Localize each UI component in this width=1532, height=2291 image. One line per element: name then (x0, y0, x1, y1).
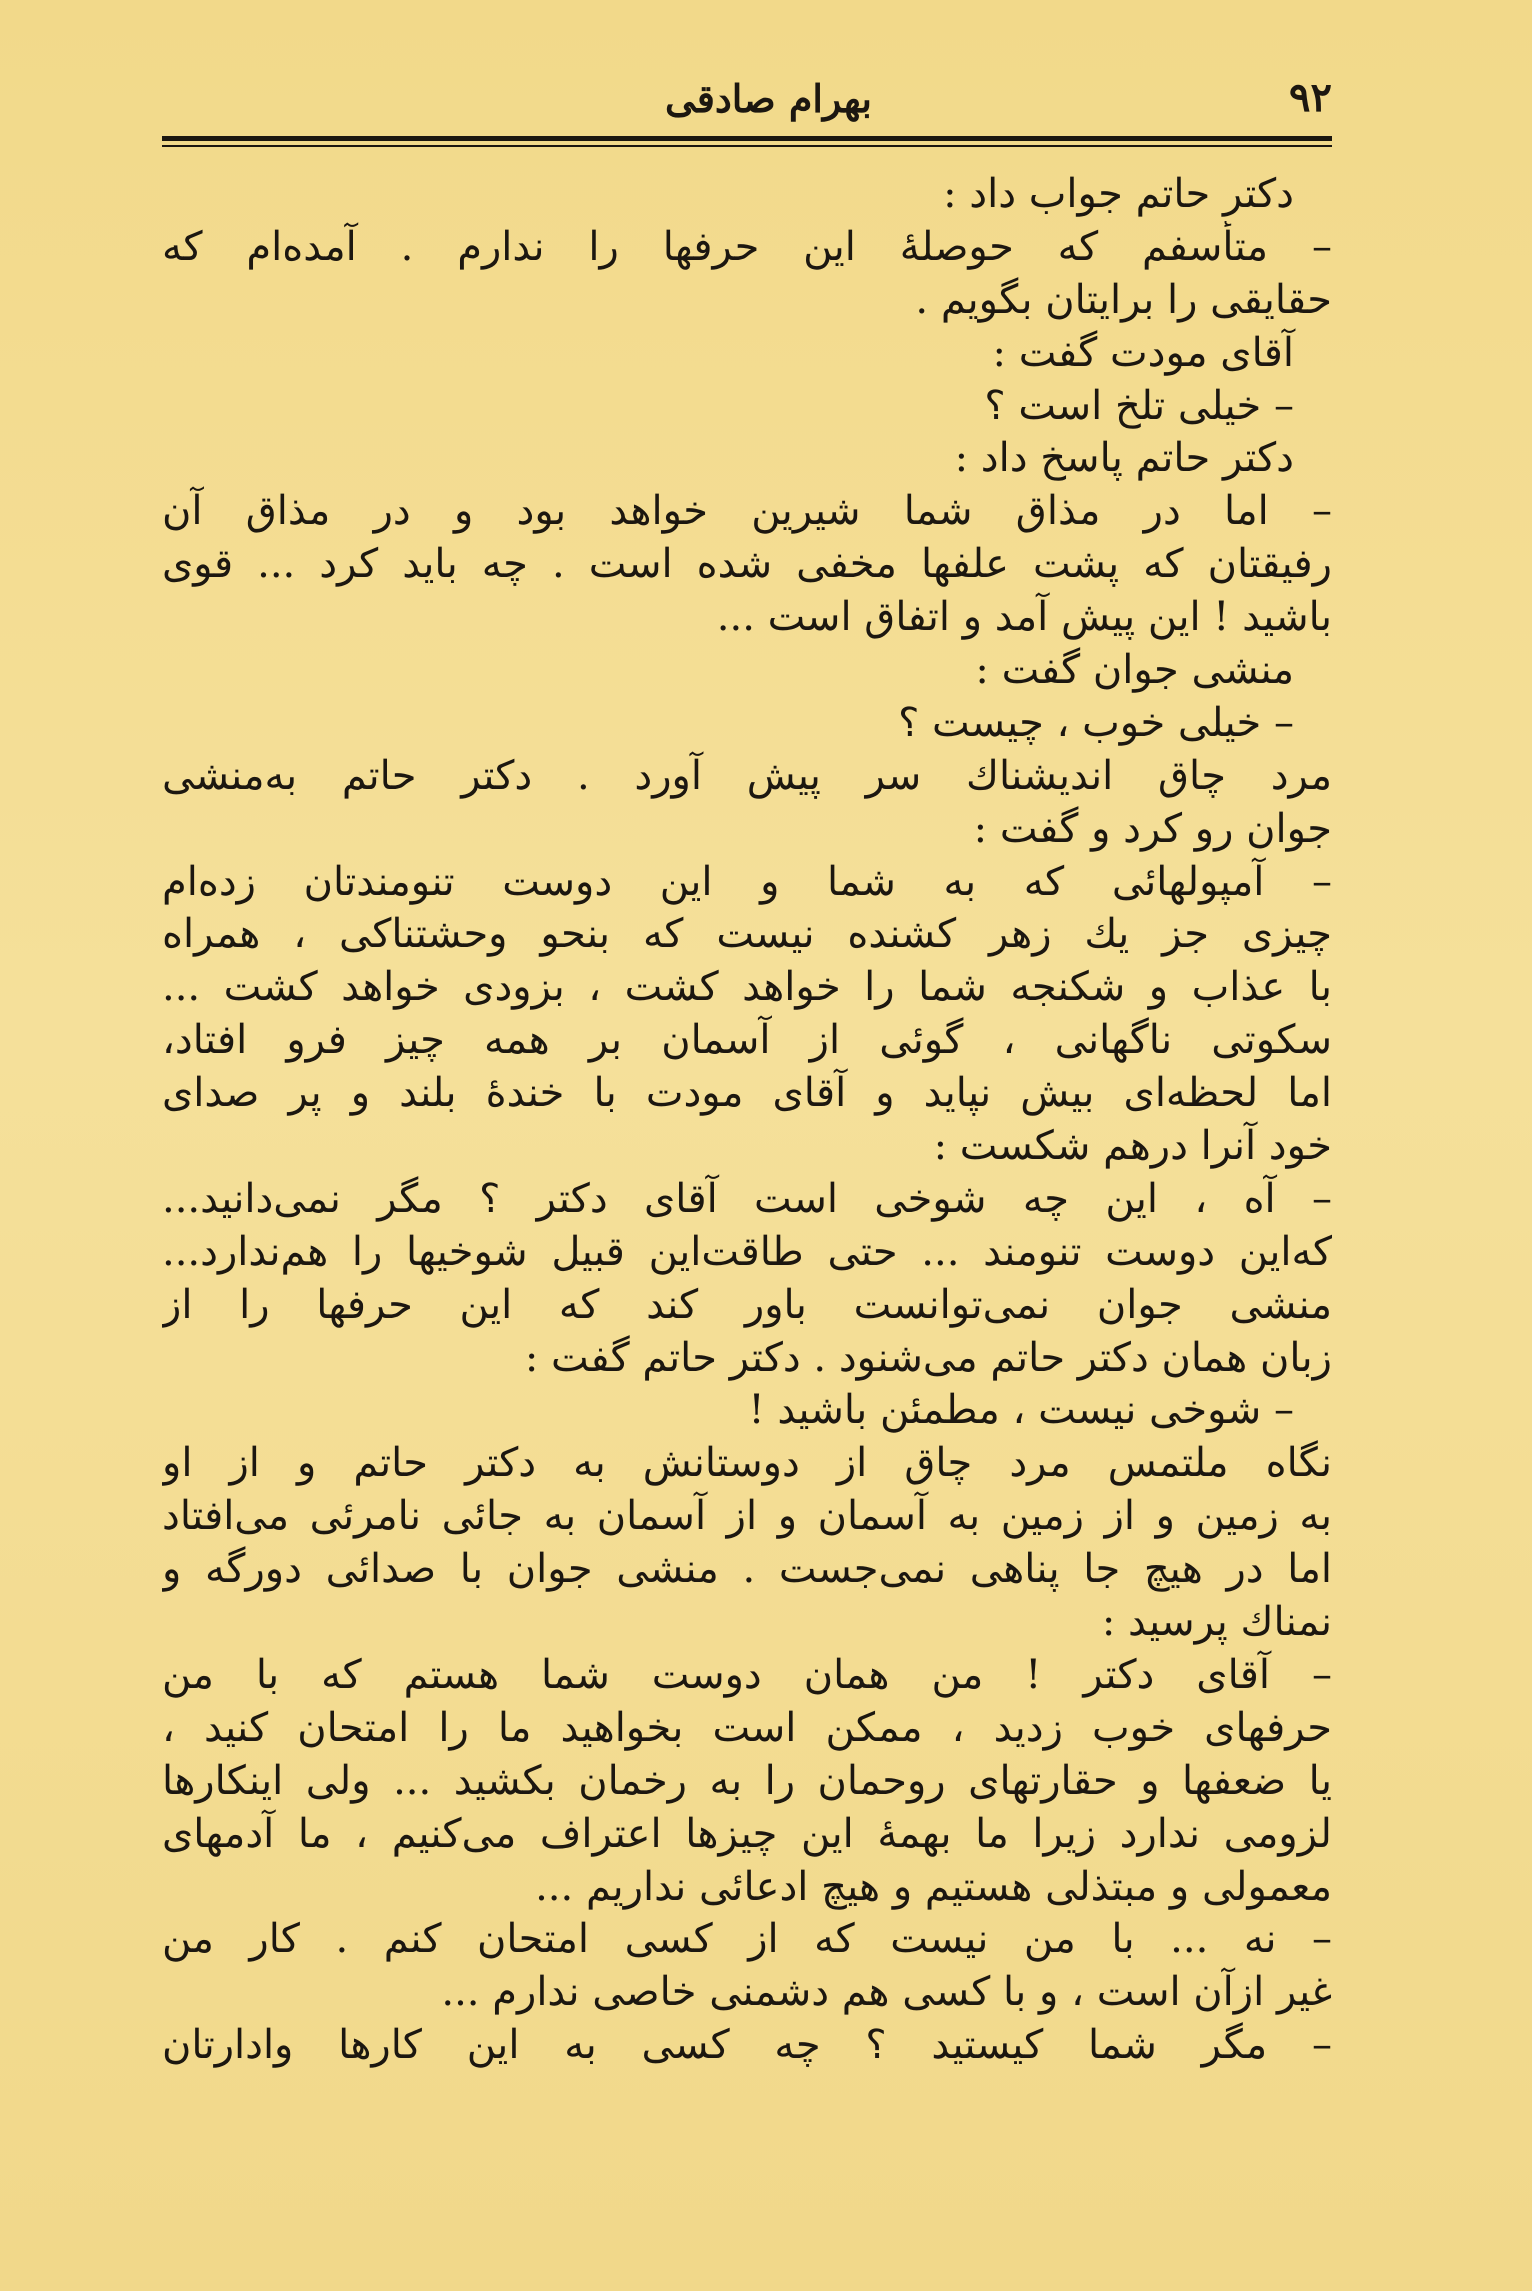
text-line: چیزی جز يك زهر کشنده نیست که بنحو وحشتناکی ، همراه (162, 911, 1332, 958)
text-line: – خیلی تلخ است ؟ (984, 382, 1294, 429)
text-line: – اما در مذاق شما شیرین خواهد بود و در مذاق آن (162, 488, 1332, 535)
text-line: دکتر حاتم پاسخ داد : (954, 435, 1294, 482)
text-line: – مگر شما کیستید ؟ چه کسی به این کارها وادارتان (162, 2022, 1332, 2069)
text-line: مرد چاق اندیشناك سر پیش آورد . دکتر حاتم به‌منشی (162, 752, 1332, 799)
text-line: زبان همان دکتر حاتم می‌شنود . دکتر حاتم گفت : (524, 1334, 1332, 1381)
page-number: ۹۲ (1289, 74, 1332, 121)
text-line: با عذاب و شکنجه شما را خواهد کشت ، بزودی خواهد کشت ... (162, 964, 1332, 1011)
text-line: جوان رو کرد و گفت : (973, 805, 1332, 852)
page-header (162, 70, 1332, 136)
header-rule-thin (162, 145, 1332, 147)
text-line: – متأسفم که حوصلهٔ این حرفها را ندارم . آمده‌ام که (162, 223, 1332, 270)
text-line: معمولی و مبتذلی هستیم و هیچ ادعائی نداریم ... (535, 1863, 1332, 1910)
text-line: باشید ! این پیش آمد و اتفاق است ... (716, 594, 1332, 641)
text-line: منشی جوان نمی‌توانست باور کند که این حرفها را از (162, 1281, 1332, 1328)
text-line: آقای مودت گفت : (992, 329, 1294, 376)
text-line: رفیقتان که پشت علفها مخفی شده است . چه باید کرد ... قوی (162, 541, 1332, 588)
header-rule-thick (162, 136, 1332, 141)
running-title: بهرام صادقی (665, 76, 872, 121)
text-line: یا ضعفها و حقارتهای روحمان را به رخمان بکشید ... ولی اینکارها (162, 1757, 1332, 1804)
text-line: دکتر حاتم جواب داد : (943, 171, 1294, 217)
text-line: که‌این دوست تنومند ... حتی طاقت‌این قبیل شوخیها را هم‌ندارد... (162, 1228, 1332, 1275)
page-body-text (162, 168, 1332, 2072)
text-line: غیر ازآن است ، و با کسی هم دشمنی خاصی ندارم ... (441, 1969, 1332, 2016)
text-line: منشی جوان گفت : (975, 647, 1294, 694)
text-line: – نه ... با من نیست که از کسی امتحان کنم . کار من (162, 1916, 1332, 1963)
text-line: حقایقی را برایتان بگویم . (915, 276, 1332, 323)
text-line: اما لحظه‌ای بیش نپاید و آقای مودت با خندهٔ بلند و پر صدای (162, 1070, 1332, 1117)
text-line: لزومی ندارد زیرا ما بهمهٔ این چیزها اعتراف می‌کنیم ، ما آدمهای (162, 1810, 1332, 1857)
text-line: اما در هیچ جا پناهی نمی‌جست . منشی جوان با صدائی دورگه و (162, 1546, 1332, 1593)
text-line: حرفهای خوب زدید ، ممکن است بخواهید ما را امتحان کنید ، (162, 1704, 1332, 1751)
text-line: – آمپولهائی که به شما و این دوست تنومندتان زده‌ام (162, 858, 1332, 905)
text-line: – آه ، این چه شوخی است آقای دکتر ؟ مگر نمی‌دانید... (162, 1175, 1332, 1222)
text-line: – آقای دکتر ! من همان دوست شما هستم که با من (162, 1651, 1332, 1698)
text-line: خود آنرا درهم شکست : (933, 1123, 1332, 1170)
text-line: نمناك پرسید : (1101, 1599, 1332, 1646)
text-line: – شوخی نیست ، مطمئن باشید ! (748, 1387, 1294, 1434)
text-line: – خیلی خوب ، چیست ؟ (898, 699, 1294, 746)
text-line: سکوتی ناگهانی ، گوئی از آسمان بر همه چیز فرو افتاد، (162, 1017, 1332, 1064)
text-line: نگاه ملتمس مرد چاق از دوستانش به دکتر حاتم و از او (162, 1440, 1332, 1487)
text-line: به زمین و از زمین به آسمان و از آسمان به جائی نامرئی می‌افتاد (162, 1493, 1332, 1540)
